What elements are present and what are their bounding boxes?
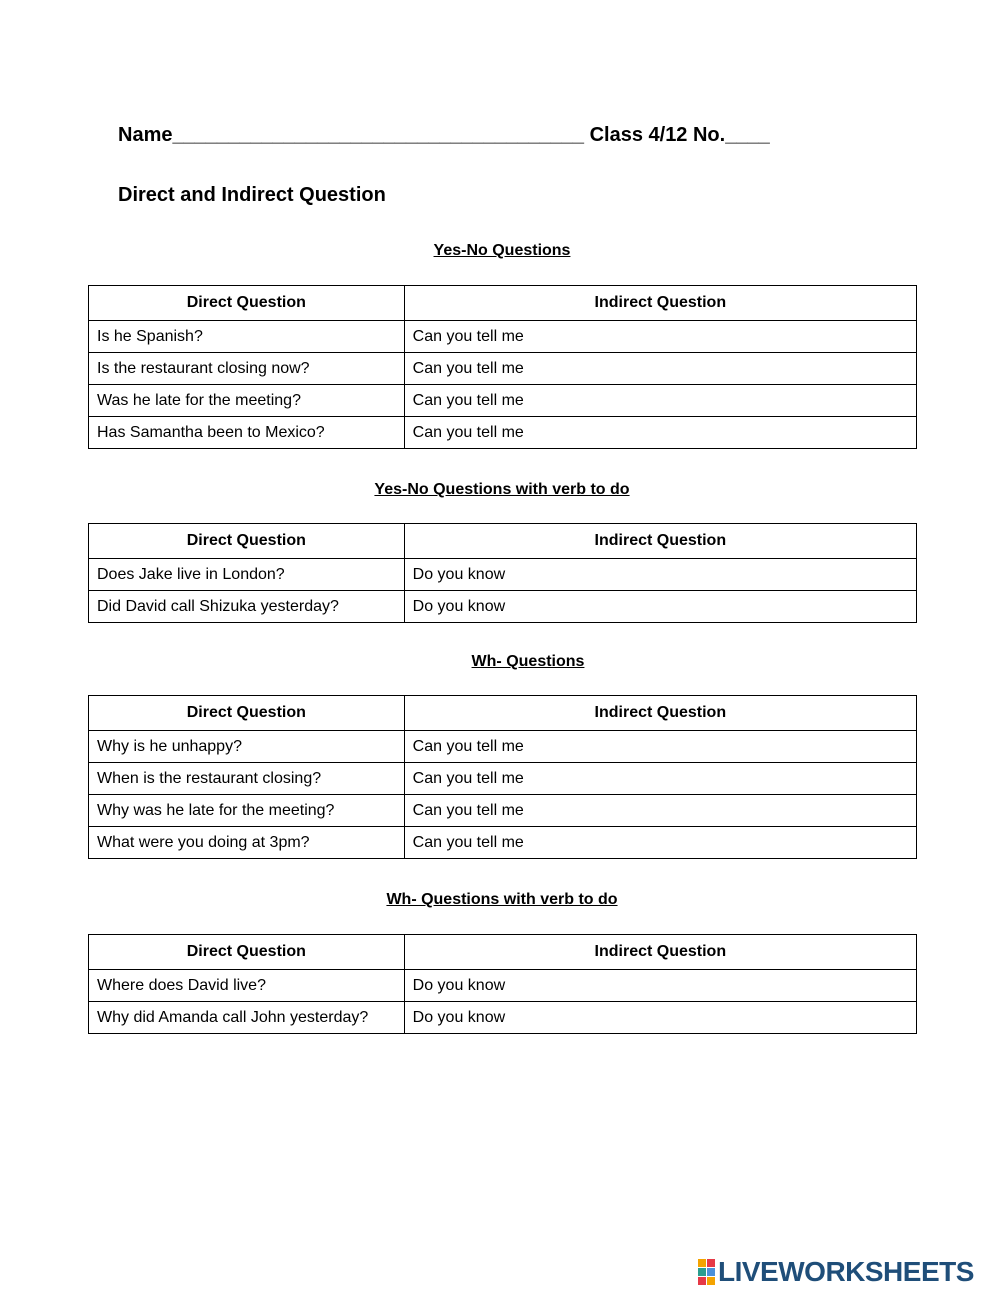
logo-square [698,1259,706,1267]
indirect-question[interactable]: Can you tell me [404,417,916,449]
indirect-question[interactable]: Do you know [404,559,916,591]
table-yes-no [88,285,917,449]
table-row [89,731,917,763]
logo-square [698,1268,706,1276]
document-title: Direct and Indirect Question [118,184,386,206]
logo-square [707,1259,715,1267]
table-row [89,591,917,623]
direct-question: Has Samantha been to Mexico? [89,417,405,449]
table-header-row [89,524,917,559]
table-row [89,827,917,859]
direct-question: Did David call Shizuka yesterday? [89,591,405,623]
table-row [89,795,917,827]
indirect-question[interactable]: Do you know [404,1002,916,1034]
section-title-wh: Wh- Questions [471,653,585,670]
table-row [89,353,917,385]
table-row [89,559,917,591]
table-row [89,763,917,795]
direct-question: Is the restaurant closing now? [89,353,405,385]
header-indirect: Indirect Question [404,696,916,731]
direct-question: Why did Amanda call John yesterday? [89,1002,405,1034]
name-class-line: Name_____________________________________ Class 4/12 No.____ [118,124,770,146]
indirect-question[interactable]: Do you know [404,970,916,1002]
direct-question: Why was he late for the meeting? [89,795,405,827]
logo-text: LIVEWORKSHEETS [718,1256,974,1287]
logo-mark-icon [698,1259,715,1285]
indirect-question[interactable]: Do you know [404,591,916,623]
indirect-question[interactable]: Can you tell me [404,763,916,795]
direct-question: Why is he unhappy? [89,731,405,763]
section-title-wh-do: Wh- Questions with verb to do [386,891,618,908]
logo-square [707,1268,715,1276]
header-indirect: Indirect Question [404,935,916,970]
table-wh-do [88,934,917,1034]
section-title-yes-no-do: Yes-No Questions with verb to do [374,481,630,498]
header-indirect: Indirect Question [404,524,916,559]
table-wh [88,695,917,859]
table-row [89,417,917,449]
table-header-row [89,286,917,321]
section-title-yes-no: Yes-No Questions [433,242,571,259]
table-header-row [89,696,917,731]
table-header-row [89,935,917,970]
direct-question: Does Jake live in London? [89,559,405,591]
header-direct: Direct Question [89,696,405,731]
logo-square [707,1277,715,1285]
header-indirect: Indirect Question [404,286,916,321]
direct-question: Where does David live? [89,970,405,1002]
table-yes-no-do [88,523,917,623]
table-row [89,385,917,417]
header-direct: Direct Question [89,524,405,559]
indirect-question[interactable]: Can you tell me [404,353,916,385]
logo-square [698,1277,706,1285]
liveworksheets-logo [698,1256,974,1288]
direct-question: Was he late for the meeting? [89,385,405,417]
indirect-question[interactable]: Can you tell me [404,731,916,763]
header-direct: Direct Question [89,935,405,970]
indirect-question[interactable]: Can you tell me [404,321,916,353]
indirect-question[interactable]: Can you tell me [404,385,916,417]
indirect-question[interactable]: Can you tell me [404,795,916,827]
indirect-question[interactable]: Can you tell me [404,827,916,859]
table-row [89,1002,917,1034]
direct-question: Is he Spanish? [89,321,405,353]
header-direct: Direct Question [89,286,405,321]
direct-question: What were you doing at 3pm? [89,827,405,859]
table-row [89,321,917,353]
table-row [89,970,917,1002]
direct-question: When is the restaurant closing? [89,763,405,795]
